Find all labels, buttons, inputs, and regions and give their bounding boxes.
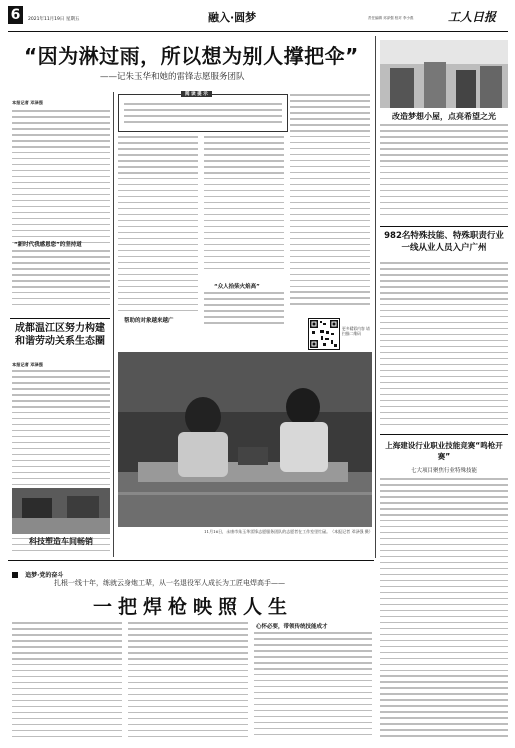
bottom-subhead: 心怀必要，带领传统技能成才 — [256, 624, 328, 630]
main-story-col-4 — [290, 94, 370, 314]
left-story-byline: 本报记者 邓泽强 — [12, 362, 43, 367]
main-story-col-3 — [204, 136, 284, 276]
header-rule — [8, 31, 508, 32]
column-badge-icon — [12, 572, 18, 578]
left-story-headline: 成都温江区努力构建和谐劳动关系生态圈 — [15, 323, 105, 347]
issue-date: 2021年11月19日 星期五 — [28, 17, 80, 22]
bottom-section-rule — [8, 560, 374, 561]
main-byline: 本报记者 邓泽强 — [12, 100, 43, 105]
bottom-body-col-3 — [254, 632, 372, 742]
bottom-body-col-1 — [12, 622, 122, 742]
qr-code[interactable] — [308, 318, 340, 350]
right-top-photo — [380, 40, 508, 108]
left-photo-caption: 科技塑造车间畅销 — [29, 537, 93, 546]
bottom-headline: 一把焊枪映照人生 — [92, 596, 293, 618]
main-headline: “因为淋过雨，所以想为别人撑把伞” — [24, 44, 359, 68]
left-story-rule — [10, 318, 110, 319]
main-photo-caption: 11月16日，永康市朱玉华雷锋志愿服务团队的志愿者在工作室里忙碌。（本报记者 邓泽强 摄） — [204, 529, 373, 534]
newspaper-logo: 工人日报 — [448, 10, 497, 24]
qr-code-icon — [309, 319, 339, 349]
main-story-left-column-2 — [12, 250, 110, 310]
right-mid-rule — [380, 226, 508, 227]
right-bottom-body — [380, 478, 508, 742]
right-bottom-rule — [380, 434, 508, 435]
main-subhead-3: “众人拾柴火焰高” — [214, 284, 260, 290]
main-story-photo — [118, 352, 372, 527]
main-story-left-column — [12, 110, 110, 250]
editor-info: 责任编辑 邓泽强 校对 李小燕 — [368, 16, 414, 20]
main-story-col-2 — [118, 136, 198, 316]
main-subhead-1: “新时代我感恩您”的坚持道 — [14, 242, 82, 248]
section-title: 融入·圆梦 — [208, 11, 257, 24]
column-divider — [113, 92, 114, 557]
column-label-text: 追梦·党的奋斗 — [25, 572, 64, 579]
page-header — [8, 6, 508, 30]
pullquote-box — [118, 94, 288, 132]
bottom-body-col-2 — [128, 622, 248, 742]
right-mid-headline: 982名特殊技能、特殊职责行业一线从业人员入户广州 — [384, 231, 504, 253]
qr-label: 更多精彩内容 请扫描二维码 — [342, 326, 370, 336]
right-top-body — [380, 124, 508, 224]
right-column-divider — [375, 36, 376, 558]
bottom-kicker: 扎根一线十年，练就云身炮工辈，从一名退役军人成长为工匠电焊高手—— — [54, 579, 285, 587]
pullquote-text — [124, 103, 282, 127]
right-top-photo-caption: 改造梦想小屋，点亮希望之光 — [392, 112, 496, 121]
left-story-photo — [12, 488, 110, 534]
main-story-col-3b — [204, 292, 284, 328]
pullquote-label: 阅 读 提 示 — [181, 91, 212, 97]
right-bottom-subheadline: 七大项目聚焦行业特殊技能 — [410, 468, 477, 474]
main-subhead-2: 帮助的对象越来越广 — [124, 318, 174, 324]
right-mid-body — [380, 262, 508, 432]
page-number: 6 — [8, 6, 23, 24]
main-subheadline: ——记朱玉华和她的雷锋志愿服务团队 — [100, 72, 245, 82]
right-bottom-headline: 上海建设行业职业技能竞赛“鸣枪开赛” — [385, 441, 503, 461]
